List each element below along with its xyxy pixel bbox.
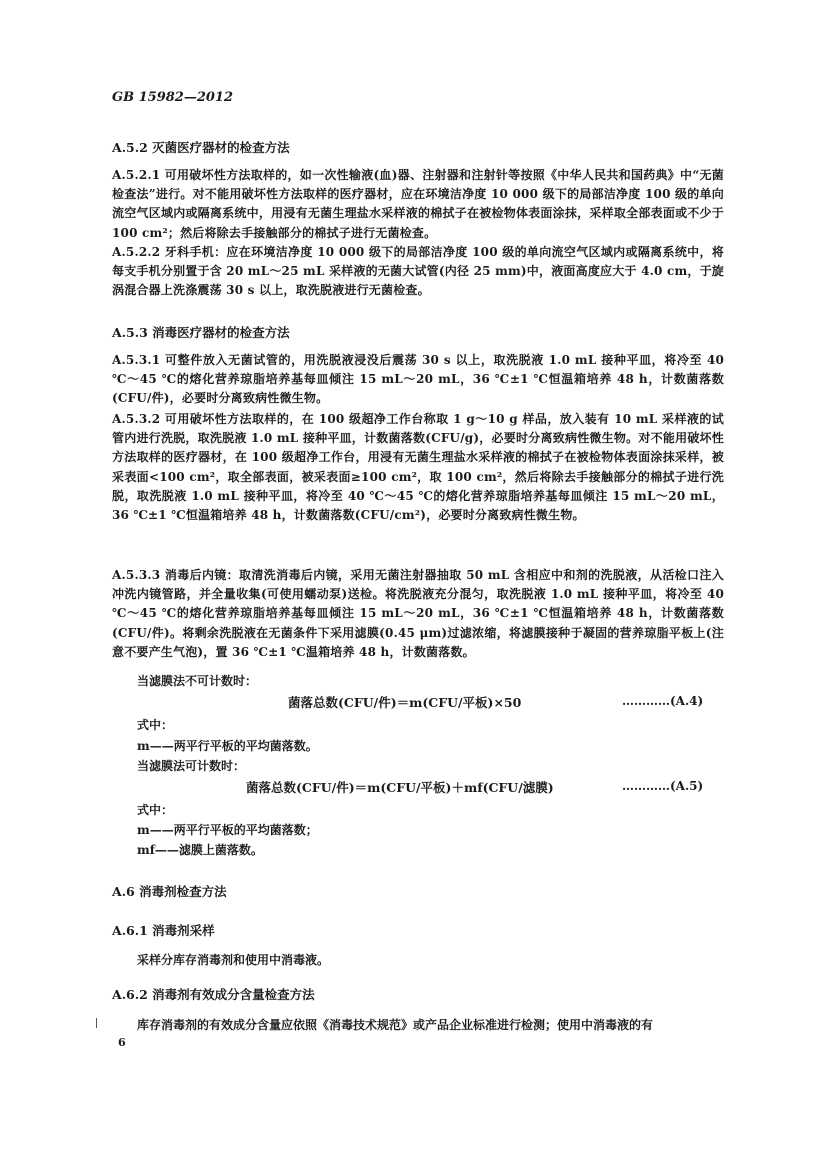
m-definition-2: m——两平行平板的平均菌落数； [137, 823, 318, 837]
para-a532: A.5.3.2 可用破坏性方法取样的，在 100 级超净工作台称取 1 g～10 g 样品，放入装有 10 mL 采样液的试管内进行洗脱，取洗脱液 1.0 mL 接种平皿，计数菌落数(CFU/g)，必要时分离致病性微生物。对不能用破坏性方法取样的医疗器材，在 100 级超净工作台，用浸有无菌生理盐水采样液的棉拭子在被检物体表面涂抹采样，被采表面<100 cm²，取全部表面，被采表面≥100 cm²，取 100 cm²，然后将除去手接触部分的棉拭子进行洗脱，取洗脱液 1.0 mL 接种平皿，将冷至 40 ℃～45 ℃的熔化营养琼脂培养基每皿倾注 15 mL～20 mL，36 ℃±1 ℃恒温箱培养 48 h，计数菌落数(CFU/cm²)，必要时分离致病性微生物。 [112, 412, 724, 523]
mf-definition: mf——滤膜上菌落数。 [137, 843, 263, 857]
para-a531: A.5.3.1 可整件放入无菌试管的，用洗脱液浸没后震荡 30 s 以上，取洗脱液 1.0 mL 接种平皿，将冷至 40 ℃～45 ℃的熔化营养琼脂培养基每皿倾注 15 mL～20 mL，36 ℃±1 ℃恒温箱培养 48 h，计数菌落数(CFU/件)，必要时分离致病性微生物。 [112, 353, 724, 406]
scan-margin-mark [96, 1018, 97, 1028]
condition-not-countable: 当滤膜法不可计数时： [137, 674, 258, 688]
equation-number-a5: …………(A.5) [622, 779, 704, 793]
where-label-1: 式中： [137, 718, 174, 732]
section-a52-heading: A.5.2 灭菌医疗器材的检查方法 [112, 140, 290, 155]
section-a62-heading: A.6.2 消毒剂有效成分含量检查方法 [112, 987, 315, 1002]
standard-code: GB 15982—2012 [112, 90, 234, 105]
equation-number-a4: …………(A.4) [622, 694, 704, 708]
a61-text: 采样分库存消毒剂和使用中消毒液。 [137, 953, 330, 967]
section-a53-heading: A.5.3 消毒医疗器材的检查方法 [112, 325, 290, 340]
where-label-2: 式中： [137, 803, 174, 817]
para-a521: A.5.2.1 可用破坏性方法取样的，如一次性输液(血)器、注射器和注射针等按照《中华人民共和国药典》中“无菌检查法”进行。对不能用破坏性方法取样的医疗器材，应在环境洁净度 10 000 级下的局部洁净度 100 级的单向流空气区域内或隔离系统中，用浸有无菌生理盐水采样液的棉拭子在被检物体表面涂抹，采样取全部表面或不少于 100 cm²；然后将除去手接触部分的棉拭子进行无菌检查。 [112, 168, 724, 240]
a62-text: 库存消毒剂的有效成分含量应依照《消毒技术规范》或产品企业标准进行检测；使用中消毒液的有 [137, 1018, 654, 1032]
formula-a5: 菌落总数(CFU/件)＝m(CFU/平板)＋mf(CFU/滤膜) [246, 780, 554, 795]
para-a522: A.5.2.2 牙科手机：应在环境洁净度 10 000 级下的局部洁净度 100 级的单向流空气区域内或隔离系统中，将每支手机分别置于含 20 mL～25 mL 采样液的无菌大试管(内径 25 mm)中，液面高度应大于 4.0 cm，于旋涡混合器上洗涤震荡 30 s 以上，取洗脱液进行无菌检查。 [112, 245, 724, 298]
para-a533: A.5.3.3 消毒后内镜：取清洗消毒后内镜，采用无菌注射器抽取 50 mL 含相应中和剂的洗脱液，从活检口注入冲洗内镜管路，并全量收集(可使用蠕动泵)送检。将洗脱液充分混匀，取洗脱液 1.0 mL 接种平皿，将冷至 40 ℃～45 ℃的熔化营养琼脂培养基每皿倾注 15 mL～20 mL，36 ℃±1 ℃恒温箱培养 48 h，计数菌落数(CFU/件)。将剩余洗脱液在无菌条件下采用滤膜(0.45 μm)过滤浓缩，将滤膜接种于凝固的营养琼脂平板上(注意不要产生气泡)，置 36 ℃±1 ℃温箱培养 48 h，计数菌落数。 [112, 568, 724, 659]
m-definition-1: m——两平行平板的平均菌落数。 [137, 739, 318, 753]
section-a6-heading: A.6 消毒剂检查方法 [112, 884, 227, 899]
condition-countable: 当滤膜法可计数时： [137, 759, 246, 773]
page-number: 6 [118, 1036, 126, 1049]
section-a61-heading: A.6.1 消毒剂采样 [112, 923, 215, 938]
formula-a4: 菌落总数(CFU/件)＝m(CFU/平板)×50 [288, 695, 522, 710]
